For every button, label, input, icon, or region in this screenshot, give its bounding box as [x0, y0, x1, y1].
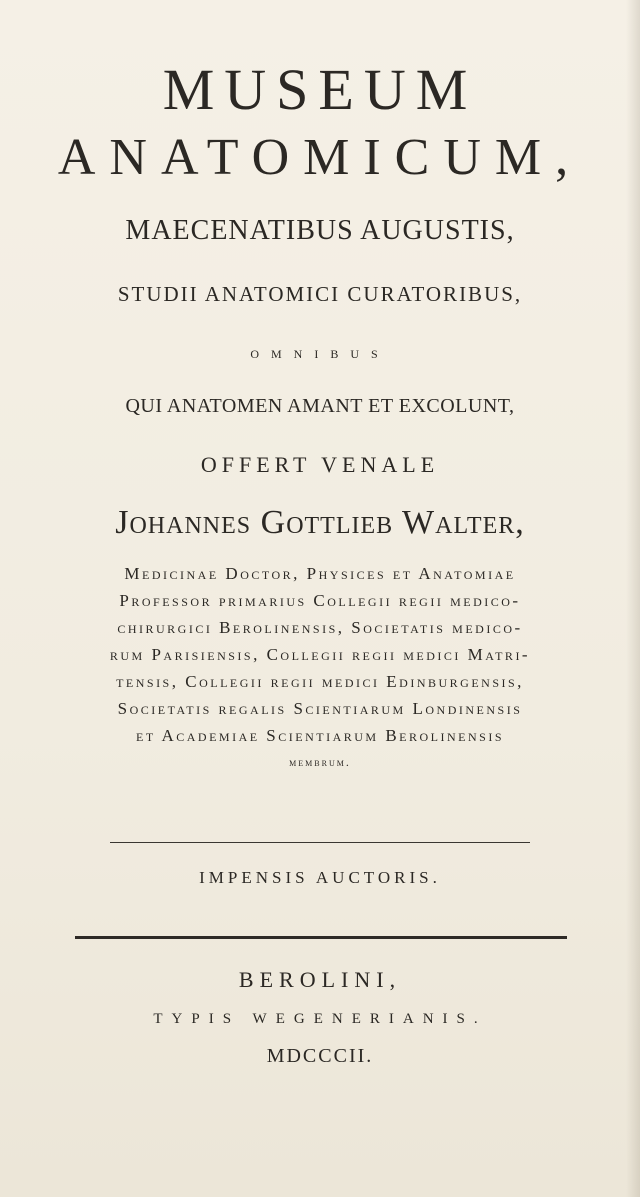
dedication-omnibus: OMNIBUS: [250, 347, 390, 361]
dedication-studii: STUDII ANATOMICI CURATORIBUS,: [117, 282, 523, 306]
author-titles: [0, 560, 640, 776]
impensis-auctoris: IMPENSIS AUCTORIS.: [199, 868, 441, 887]
author-title-line: Professor primarius Collegii regii medico-: [119, 591, 521, 610]
author-title-line: Societatis regalis Scientiarum Londinensis: [117, 699, 523, 718]
divider-rule: [110, 842, 530, 843]
heading-museum: MUSEUM: [162, 57, 478, 122]
author-title-line: chirurgici Berolinensis, Societatis medico-: [117, 618, 523, 637]
dedication-maecenatibus: MAECENATIBUS AUGUSTIS,: [125, 215, 515, 246]
imprint-place: BEROLINI,: [238, 967, 402, 992]
heading-anatomicum: ANATOMICUM,: [57, 129, 583, 186]
author-title-line: rum Parisiensis, Collegii regii medici Matri-: [109, 645, 531, 664]
author-name: Johannes Gottlieb Walter,: [115, 504, 525, 541]
author-title-line: membrum.: [289, 755, 351, 769]
dedication-qui: QUI ANATOMEN AMANT ET EXCOLUNT,: [125, 395, 515, 417]
offert-venale: OFFERT VENALE: [200, 452, 440, 477]
divider-thick-rule: [75, 936, 567, 939]
author-title-line: et Academiae Scientiarum Berolinensis: [135, 726, 505, 745]
imprint-year: MDCCCII.: [266, 1045, 374, 1067]
imprint-printer: TYPIS WEGENERIANIS.: [153, 1011, 487, 1027]
author-title-line: Medicinae Doctor, Physices et Anatomiae: [124, 564, 516, 583]
author-title-line: tensis, Collegii regii medici Edinburgensis,: [116, 672, 524, 691]
